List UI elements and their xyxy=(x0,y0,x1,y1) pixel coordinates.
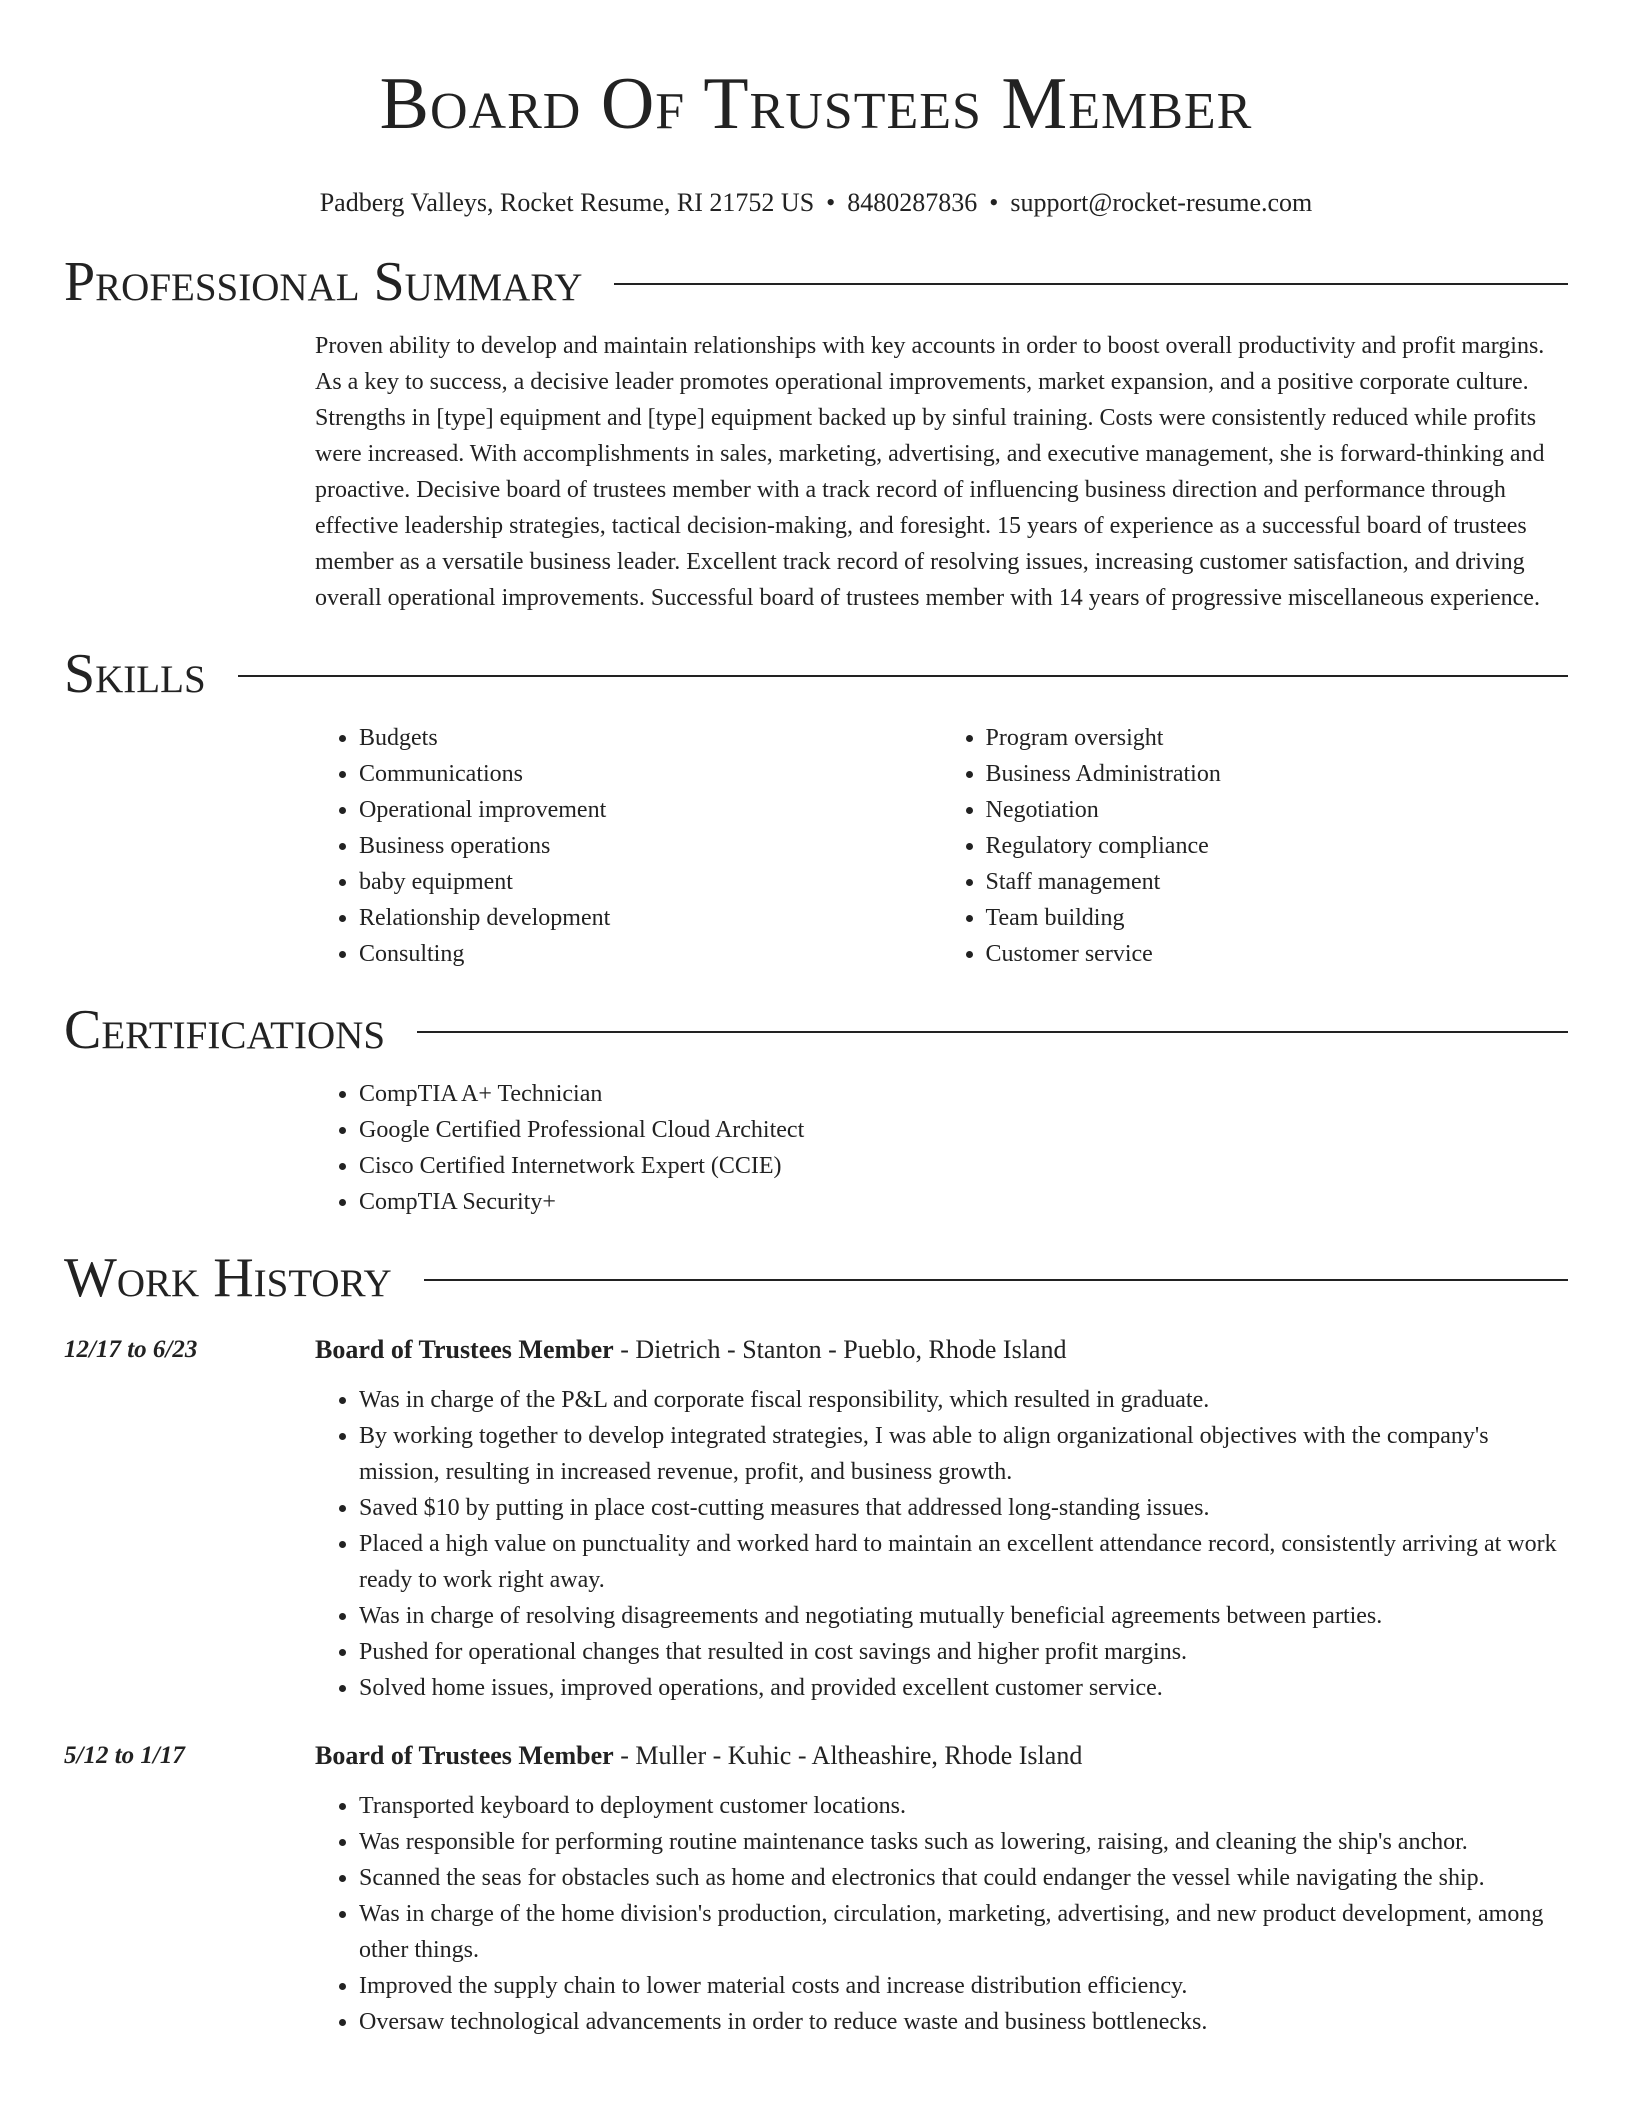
job-dates: 5/12 to 1/17 xyxy=(64,1742,185,1769)
skills-list-right xyxy=(942,720,1569,972)
contact-email[interactable]: support@rocket-resume.com xyxy=(1010,188,1313,217)
skill-item: • Program oversight xyxy=(986,720,1569,756)
job-bullets xyxy=(315,1788,1568,2040)
section-divider xyxy=(424,1279,1568,1281)
skill-item: • baby equipment xyxy=(359,864,942,900)
contact-line xyxy=(64,188,1568,218)
skills-list-left xyxy=(315,720,942,972)
job-bullet: • Placed a high value on punctuality and worked hard to maintain an excellent attendance record, consistently arriving at work ready to work right away. xyxy=(359,1526,1568,1598)
skill-item: • Customer service xyxy=(986,936,1569,972)
skills-section-header xyxy=(64,642,1568,706)
skill-item: • Communications xyxy=(359,756,942,792)
job-employer: - Muller - Kuhic - Altheashire, Rhode Island xyxy=(613,1741,1083,1770)
skills-grid xyxy=(315,720,1568,972)
certification-item: • Cisco Certified Internetwork Expert (CCIE) xyxy=(359,1148,1568,1184)
skill-item: • Relationship development xyxy=(359,900,942,936)
section-divider xyxy=(417,1031,1568,1033)
job-bullet: • Saved $10 by putting in place cost-cutting measures that addressed long-standing issues. xyxy=(359,1490,1568,1526)
work-section-header xyxy=(64,1246,1568,1310)
skill-item: • Operational improvement xyxy=(359,792,942,828)
job-title: Board of Trustees Member xyxy=(315,1335,614,1364)
job-entry xyxy=(64,1738,1568,2040)
job-main xyxy=(315,1332,1568,1706)
work-section-title: Work History xyxy=(64,1247,392,1309)
skill-item: • Negotiation xyxy=(986,792,1569,828)
skill-item: • Business operations xyxy=(359,828,942,864)
skills-section-body xyxy=(315,720,1568,972)
job-bullet: • Scanned the seas for obstacles such as home and electronics that could endanger the vessel while navigating the ship. xyxy=(359,1860,1568,1896)
certifications-section-title: Certifications xyxy=(64,999,386,1061)
job-bullet: • Oversaw technological advancements in order to reduce waste and business bottlenecks. xyxy=(359,2004,1568,2040)
section-divider xyxy=(614,283,1568,285)
job-bullet: • Was in charge of the P&L and corporate fiscal responsibility, which resulted in graduate. xyxy=(359,1382,1568,1418)
job-bullet: • Was in charge of resolving disagreements and negotiating mutually beneficial agreements between parties. xyxy=(359,1598,1568,1634)
contact-address: Padberg Valleys, Rocket Resume, RI 21752 US xyxy=(319,188,815,217)
job-entry xyxy=(64,1332,1568,1706)
job-title-line xyxy=(315,1332,1568,1368)
job-bullet: • Improved the supply chain to lower material costs and increase distribution efficiency. xyxy=(359,1968,1568,2004)
contact-separator: • xyxy=(826,188,836,217)
skill-item: • Business Administration xyxy=(986,756,1569,792)
summary-section-header xyxy=(64,250,1568,314)
certification-item: • CompTIA A+ Technician xyxy=(359,1076,1568,1112)
section-divider xyxy=(238,675,1568,677)
certification-item: • CompTIA Security+ xyxy=(359,1184,1568,1220)
skill-item: • Team building xyxy=(986,900,1569,936)
certifications-section-header xyxy=(64,998,1568,1062)
job-bullet: • By working together to develop integrated strategies, I was able to align organizational objectives with the company's mission, resulting in increased revenue, profit, and business growth. xyxy=(359,1418,1568,1490)
job-bullet: • Pushed for operational changes that resulted in cost savings and higher profit margins. xyxy=(359,1634,1568,1670)
job-employer: - Dietrich - Stanton - Pueblo, Rhode Island xyxy=(613,1335,1067,1364)
contact-separator: • xyxy=(989,188,999,217)
resume-name: Board Of Trustees Member xyxy=(379,63,1253,145)
job-title-line xyxy=(315,1738,1568,1774)
summary-section-title: Professional Summary xyxy=(64,251,583,313)
summary-section-body xyxy=(315,328,1568,616)
skills-section-title: Skills xyxy=(64,643,206,705)
certifications-list xyxy=(315,1076,1568,1220)
skill-item: • Consulting xyxy=(359,936,942,972)
certification-item: • Google Certified Professional Cloud Architect xyxy=(359,1112,1568,1148)
job-main xyxy=(315,1738,1568,2040)
job-bullets xyxy=(315,1382,1568,1706)
job-bullet: • Was in charge of the home division's production, circulation, marketing, advertising, and new product development, among other things. xyxy=(359,1896,1568,1968)
certifications-section-body xyxy=(315,1076,1568,1220)
job-bullet: • Solved home issues, improved operations, and provided excellent customer service. xyxy=(359,1670,1568,1706)
job-bullet: • Transported keyboard to deployment customer locations. xyxy=(359,1788,1568,1824)
job-dates: 12/17 to 6/23 xyxy=(64,1336,198,1363)
summary-text: Proven ability to develop and maintain relationships with key accounts in order to boost overall productivity and profit margins. As a key to success, a decisive leader promotes operational improvements, market expansion, and a positive corporate culture. Strengths in [type] equipment and [type] equipment backed up by sinful training. Costs were consistently reduced while profits were increased. With accomplishments in sales, marketing, advertising, and executive management, she is forward-thinking and proactive. Decisive board of trustees member with a track record of influencing business direction and performance through effective leadership strategies, tactical decision-making, and foresight. 15 years of experience as a successful board of trustees member as a versatile business leader. Excellent track record of resolving issues, increasing customer satisfaction, and driving overall operational improvements. Successful board of trustees member with 14 years of progressive miscellaneous experience. xyxy=(315,333,1545,611)
contact-phone: 8480287836 xyxy=(847,188,978,217)
skill-item: • Budgets xyxy=(359,720,942,756)
skill-item: • Staff management xyxy=(986,864,1569,900)
skill-item: • Regulatory compliance xyxy=(986,828,1569,864)
job-title: Board of Trustees Member xyxy=(315,1741,614,1770)
job-bullet: • Was responsible for performing routine maintenance tasks such as lowering, raising, and cleaning the ship's anchor. xyxy=(359,1824,1568,1860)
